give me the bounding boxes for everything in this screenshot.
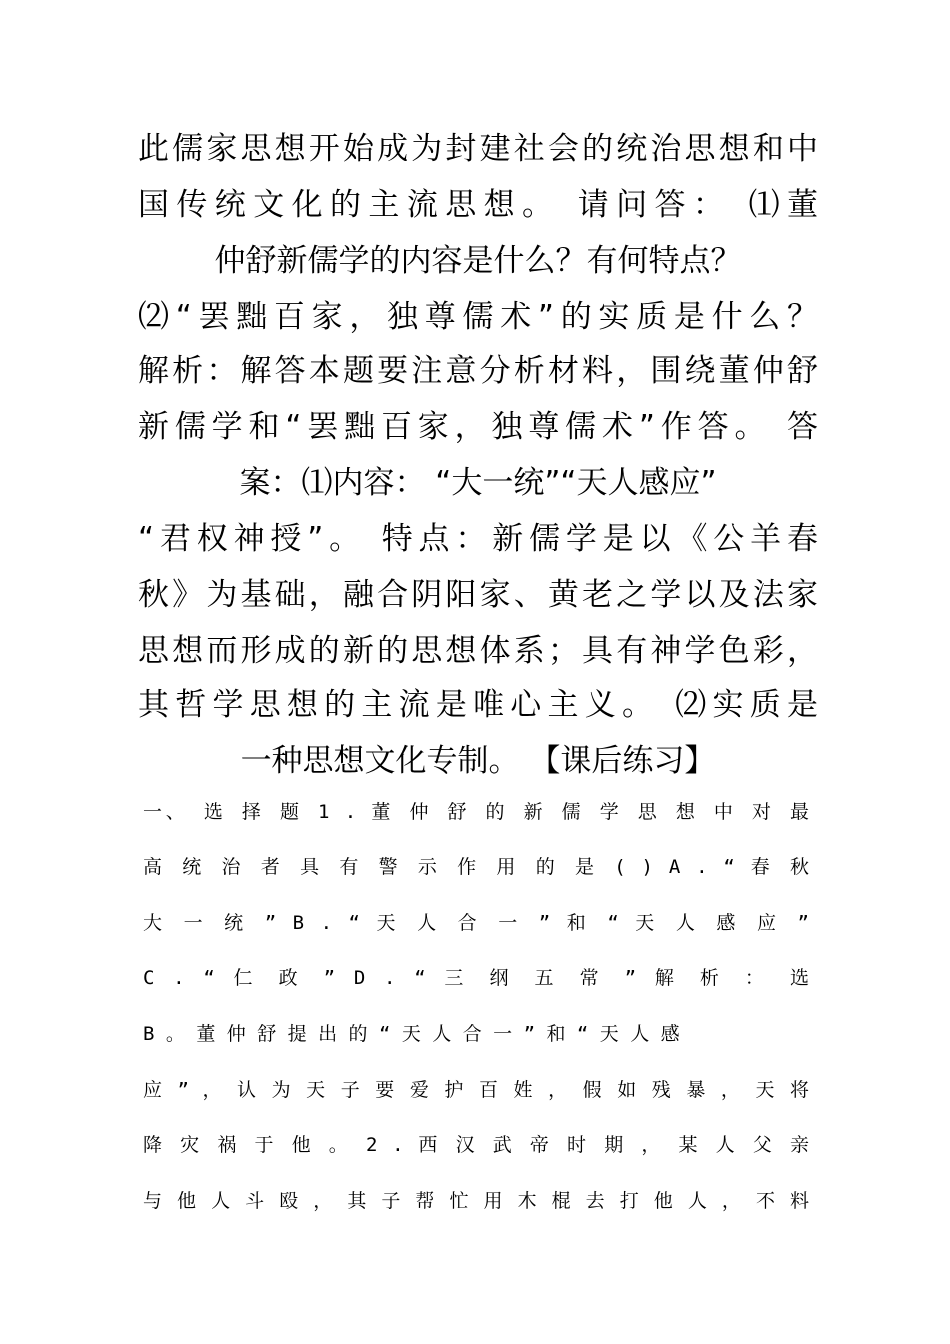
main-text-line: ⑵“罢黜百家，独尊儒术”的实质是什么？	[138, 299, 818, 335]
main-text-line: 国传统文化的主流思想。 请问答： ⑴董	[138, 187, 818, 223]
exercise-text-line: 降 灾 祸 于 他 。 2 . 西 汉 武 帝 时 期 ， 某 人 父 亲	[143, 1134, 809, 1156]
main-text-line: 秋》为基础，融合阴阳家、黄老之学以及法家	[138, 577, 818, 613]
main-text-line: “君权神授”。 特点：新儒学是以《公羊春	[138, 521, 818, 557]
exercise-text-line: 一、 选 择 题 1 . 董 仲 舒 的 新 儒 学 思 想 中 对 最	[143, 801, 809, 823]
exercise-text-line: B 。 董 仲 舒 提 出 的 “ 天 人 合 一 ” 和 “ 天 人 感	[143, 1023, 680, 1045]
main-text-line: 新儒学和“罢黜百家，独尊儒术”作答。 答	[138, 409, 818, 445]
main-text-line: 一种思想文化专制。 【课后练习】	[240, 743, 716, 779]
main-text-line: 案：⑴内容： “大一统”“天人感应”	[239, 465, 717, 501]
main-text-line: 解析：解答本题要注意分析材料，围绕董仲舒	[138, 353, 818, 389]
main-text-line: 其哲学思想的主流是唯心主义。 ⑵实质是	[138, 687, 818, 723]
main-text-line: 仲舒新儒学的内容是什么？有何特点？	[214, 243, 742, 279]
exercise-text-line: 大 一 统 ” B . “ 天 人 合 一 ” 和 “ 天 人 感 应 ”	[143, 912, 809, 934]
exercise-text-line: C . “ 仁 政 ” D . “ 三 纲 五 常 ” 解 析 ： 选	[143, 967, 809, 989]
exercise-text-line: 高 统 治 者 具 有 警 示 作 用 的 是 ( ) A . “ 春 秋	[143, 856, 809, 878]
exercise-text-line: 应 ” ， 认 为 天 子 要 爱 护 百 姓 ， 假 如 残 暴 ， 天 将	[143, 1079, 809, 1101]
exercise-text-line: 与 他 人 斗 殴 ， 其 子 帮 忙 用 木 棍 去 打 他 人 ， 不 料	[143, 1190, 809, 1212]
main-text-line: 思想而形成的新的思想体系；具有神学色彩，	[138, 633, 818, 669]
main-text-line: 此儒家思想开始成为封建社会的统治思想和中	[138, 131, 818, 167]
